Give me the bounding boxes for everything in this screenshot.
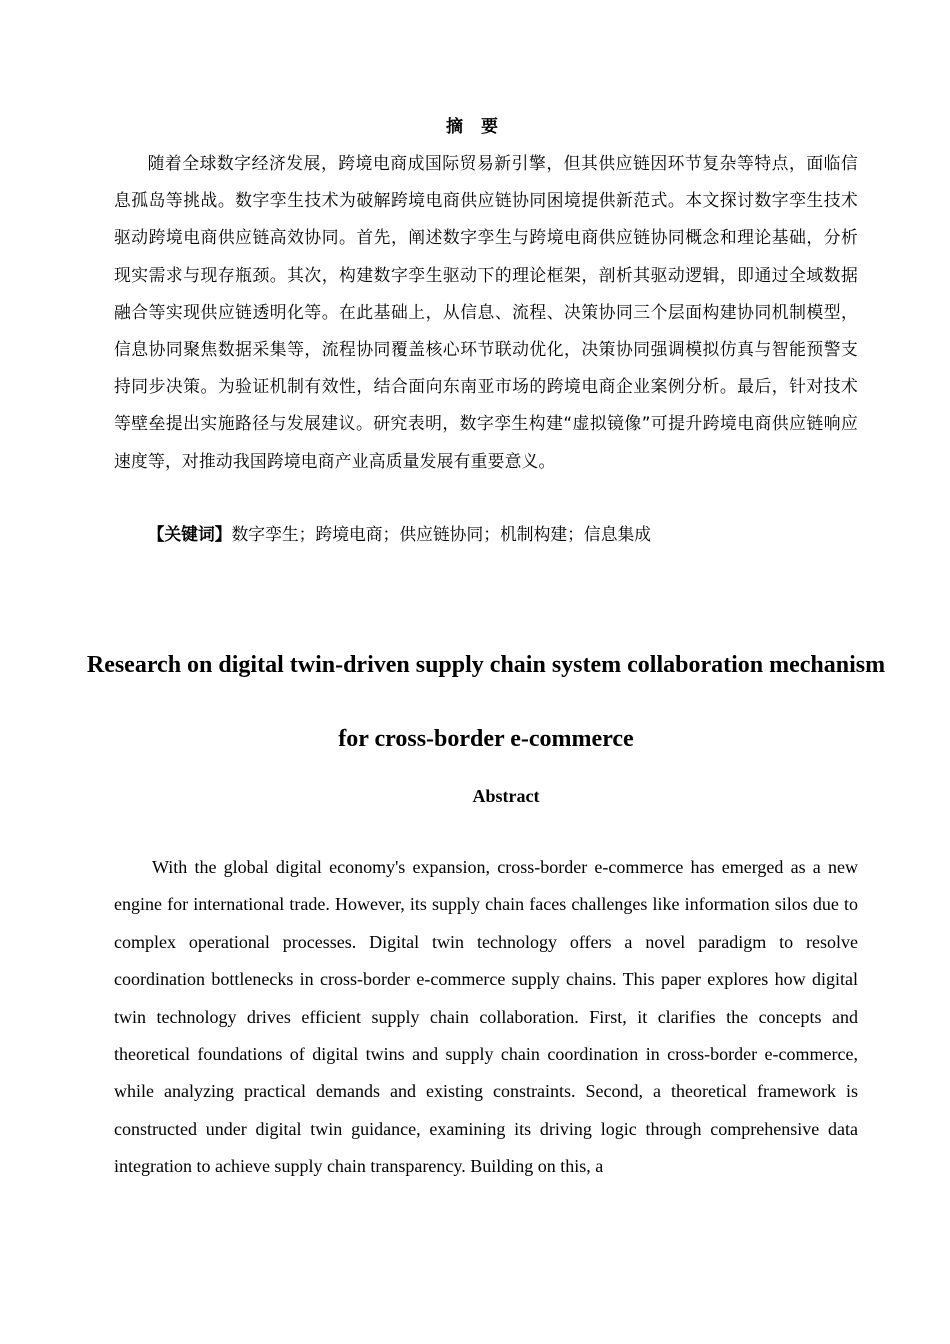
keywords-text: 数字孪生；跨境电商；供应链协同；机制构建；信息集成 <box>231 524 652 544</box>
english-abstract-body <box>114 849 858 1186</box>
chinese-abstract-body <box>114 145 858 480</box>
chinese-keywords <box>114 516 858 553</box>
english-abstract-paragraph: With the global digital economy's expansion, cross-border e-commerce has emerged as a new engine for international trade. However, its supply chain faces challenges like information silos due to complex operational processes. Digital twin technology offers a novel paradigm to resolve coordination bottlenecks in cross-border e-commerce supply chains. This paper explores how digital twin technology drives efficient supply chain collaboration. First, it clarifies the concepts and theoretical foundations of digital twins and supply chain coordination in cross-border e-commerce, while analyzing practical demands and existing constraints. Second, a theoretical framework is constructed under digital twin guidance, examining its driving logic through comprehensive data integration to achieve supply chain transparency. Building on this, a <box>114 857 858 1177</box>
chinese-abstract-heading: 摘 要 <box>446 117 504 137</box>
keywords-label: 【关键词】 <box>147 524 232 544</box>
chinese-abstract-paragraph: 随着全球数字经济发展，跨境电商成国际贸易新引擎，但其供应链因环节复杂等特点，面临信息孤岛等挑战。数字孪生技术为破解跨境电商供应链协同困境提供新范式。本文探讨数字孪生技术驱动跨境电商供应链高效协同。首先，阐述数字孪生与跨境电商供应链协同概念和理论基础，分析现实需求与现存瓶颈。其次，构建数字孪生驱动下的理论框架，剖析其驱动逻辑，即通过全域数据融合等实现供应链透明化等。在此基础上，从信息、流程、决策协同三个层面构建协同机制模型，信息协同聚焦数据采集等，流程协同覆盖核心环节联动优化，决策协同强调模拟仿真与智能预警支持同步决策。为验证机制有效性，结合面向东南亚市场的跨境电商企业案例分析。最后，针对技术等壁垒提出实施路径与发展建议。研究表明，数字孪生构建“虚拟镜像”可提升跨境电商供应链响应速度等，对推动我国跨境电商产业高质量发展有重要意义。 <box>114 153 858 471</box>
english-abstract-heading: Abstract <box>472 786 540 806</box>
english-paper-title: Research on digital twin-driven supply chain system collaboration mechanism for cross-border e-commerce <box>86 652 886 752</box>
